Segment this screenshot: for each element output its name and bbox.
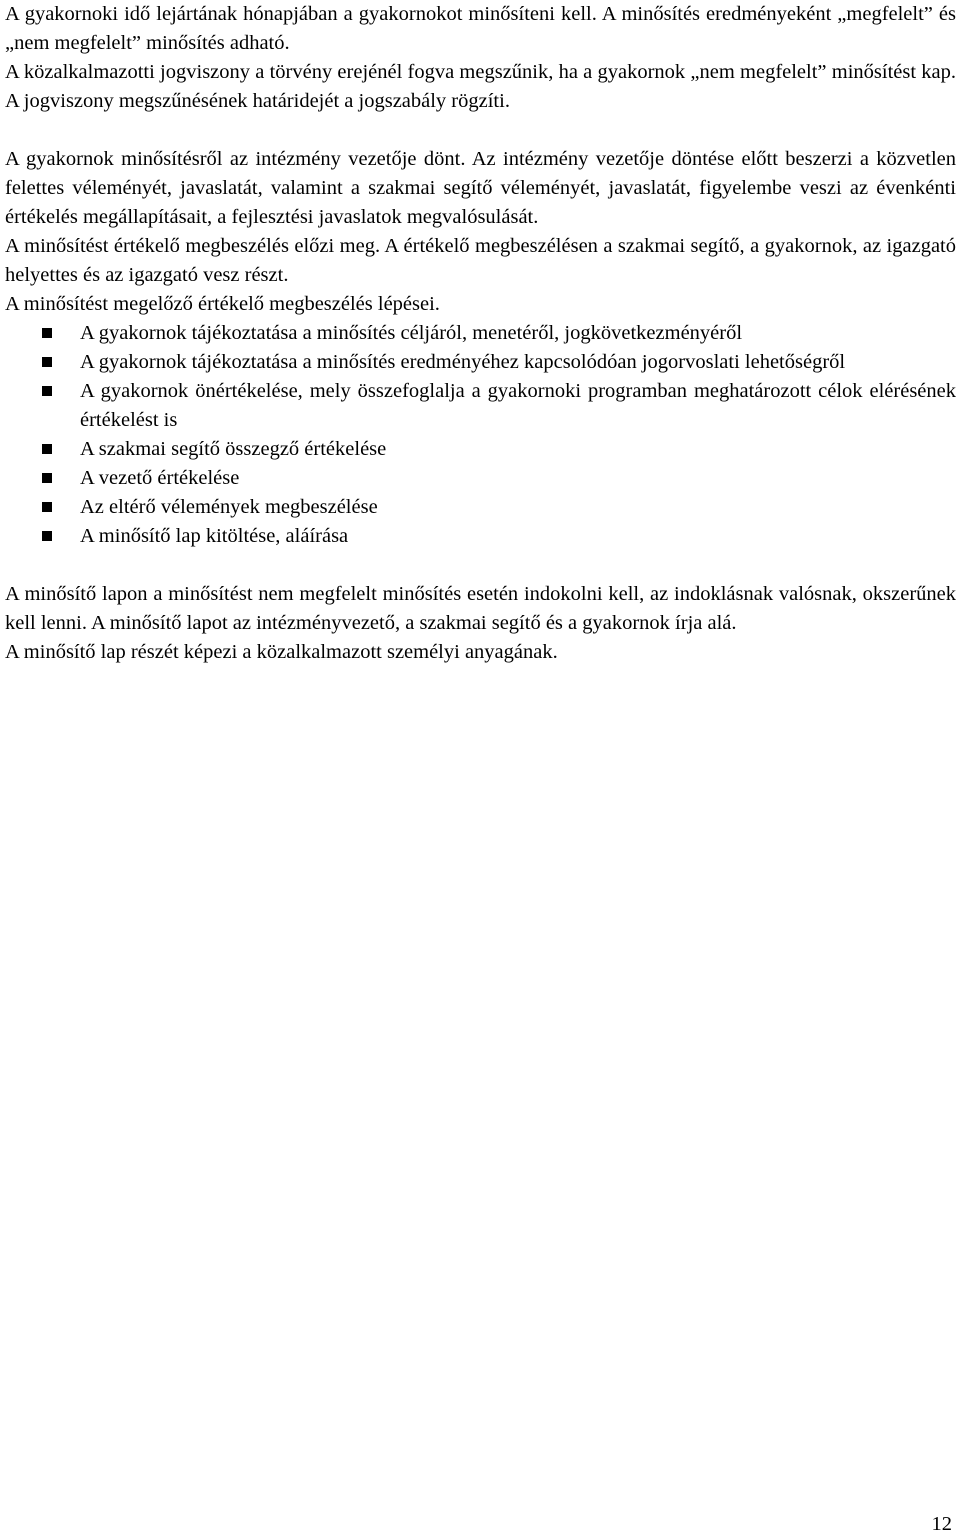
list-item: A gyakornok önértékelése, mely összefoglalja a gyakornoki programban meghatározott célok elérésének értékelést is xyxy=(5,377,956,435)
square-bullet-icon xyxy=(42,502,52,512)
square-bullet-icon xyxy=(42,357,52,367)
list-item: Az eltérő vélemények megbeszélése xyxy=(5,493,956,522)
paragraph-form-justification: A minősítő lapon a minősítést nem megfelelt minősítés esetén indokolni kell, az indoklásnak valósnak, okszerűnek kell lenni. A minősítő lapot az intézményvezető, a szakmai segítő és a gyakornok írja alá. xyxy=(5,583,956,634)
square-bullet-icon xyxy=(42,444,52,454)
paragraph-qualification-intro: A gyakornoki idő lejártának hónapjában a gyakornokot minősíteni kell. A minősítés eredményeként „megfelelt” és „nem megfelelt” minősítés adható. xyxy=(5,3,956,54)
document-page xyxy=(5,0,956,667)
spacer xyxy=(5,116,956,145)
paragraph-director-decision: A gyakornok minősítésről az intézmény vezetője dönt. Az intézmény vezetője döntése előtt beszerzi a közvetlen felettes véleményét, javaslatát, valamint a szakmai segítő véleményét, javaslatát, figyelembe veszi az évenkénti értékelés megállapításait, a fejlesztési javaslatok megvalósulását. xyxy=(5,148,956,228)
meeting-steps-list xyxy=(5,319,956,551)
page-number: 12 xyxy=(931,1513,952,1535)
list-item: A vezető értékelése xyxy=(5,464,956,493)
list-item: A gyakornok tájékoztatása a minősítés céljáról, menetéről, jogkövetkezményéről xyxy=(5,319,956,348)
square-bullet-icon xyxy=(42,473,52,483)
square-bullet-icon xyxy=(42,531,52,541)
paragraph-meeting-steps-heading: A minősítést megelőző értékelő megbeszélés lépései. xyxy=(5,293,440,315)
paragraph-employment-termination: A közalkalmazotti jogviszony a törvény erejénél fogva megszűnik, ha a gyakornok „nem megfelelt” minősítést kap. A jogviszony megszűnésének határidejét a jogszabály rögzíti. xyxy=(5,61,956,112)
spacer xyxy=(5,551,956,580)
paragraph-evaluation-meeting: A minősítést értékelő megbeszélés előzi meg. A értékelő megbeszélésen a szakmai segítő, a gyakornok, az igazgató helyettes és az igazgató vesz részt. xyxy=(5,235,956,286)
paragraph-personnel-file: A minősítő lap részét képezi a közalkalmazott személyi anyagának. xyxy=(5,641,558,663)
list-item: A gyakornok tájékoztatása a minősítés eredményéhez kapcsolódóan jogorvoslati lehetőségről xyxy=(5,348,956,377)
list-item: A minősítő lap kitöltése, aláírása xyxy=(5,522,956,551)
square-bullet-icon xyxy=(42,328,52,338)
list-item: A szakmai segítő összegző értékelése xyxy=(5,435,956,464)
square-bullet-icon xyxy=(42,386,52,396)
